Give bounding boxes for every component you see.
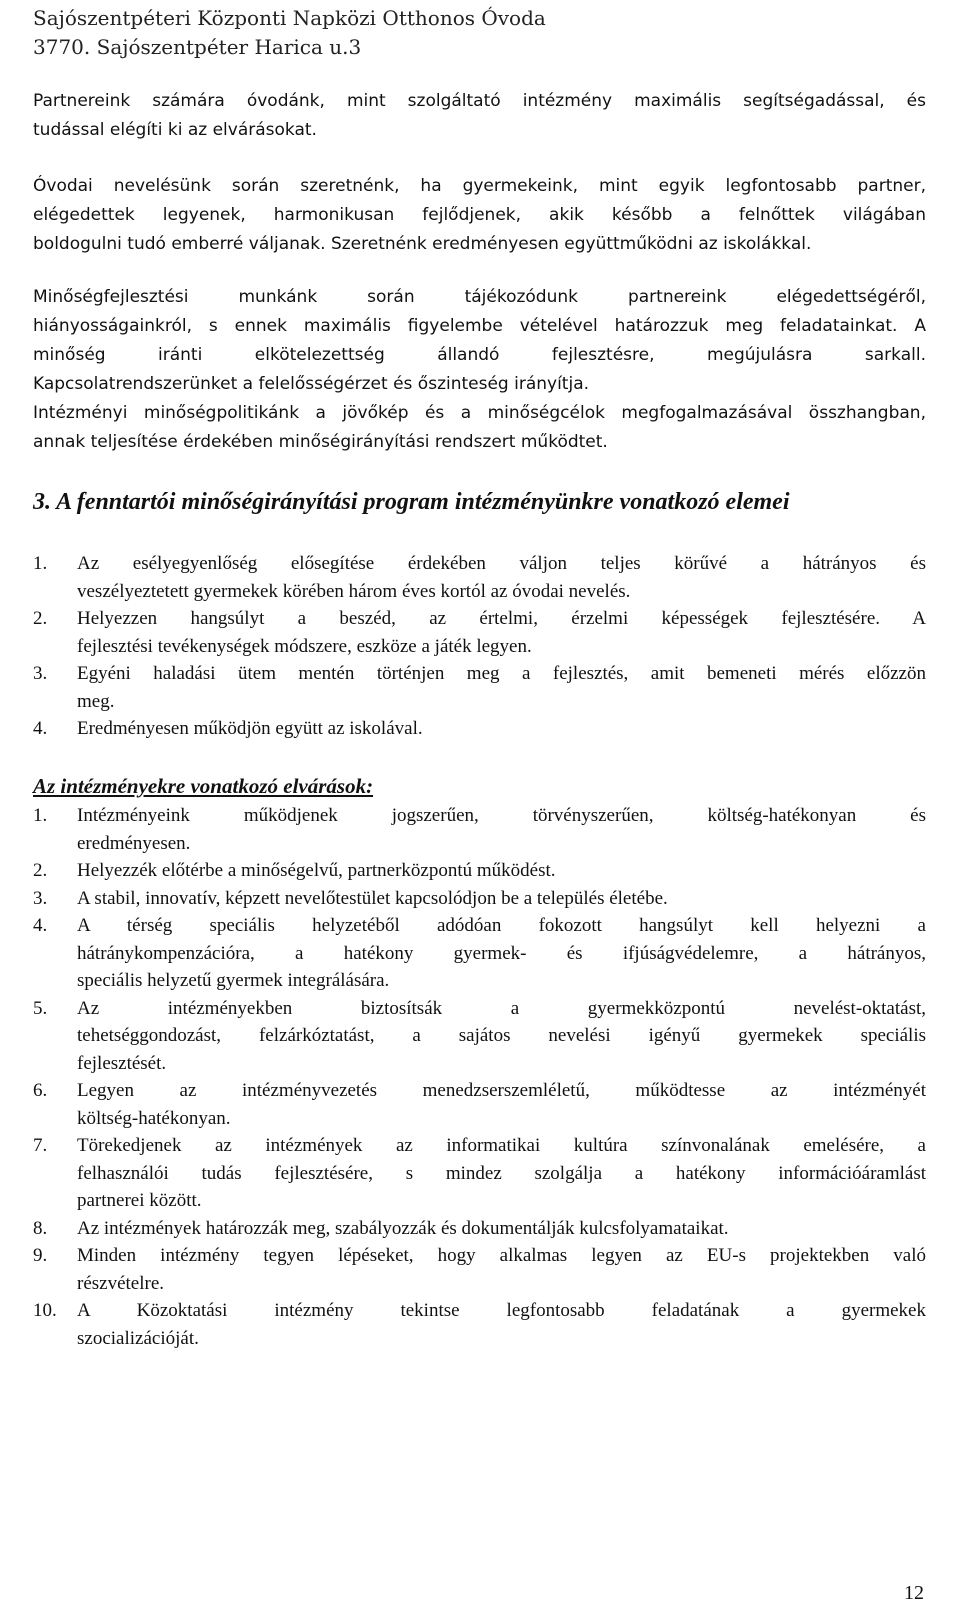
expectations-heading: Az intézményekre vonatkozó elvárások:	[33, 774, 374, 798]
list-item: 9. Minden intézmény tegyen lépéseket, hogy alkalmas legyen az EU-s projektekben való részvételre.	[33, 1245, 926, 1294]
list-item: 2. Helyezzék előtérbe a minőségelvű, partnerközpontú működést.	[33, 860, 556, 881]
list-item: 5. Az intézményekben biztosítsák a gyermekközpontú nevelést-oktatást, tehetséggondozást, felzárkóztatást, a sajátos nevelési igényű gyermekek speciális fejlesztését.	[33, 997, 926, 1074]
list-item: 7. Törekedjenek az intézmények az informatikai kultúra színvonalának emelésére, a felhasználói tudás fejlesztésére, s mindez szolgálja a hatékony információáramlást partnerei között.	[33, 1135, 926, 1211]
header-institution-name: Sajószentpéteri Központi Napközi Otthonos Óvoda	[33, 6, 546, 30]
intro-paragraph-1: Partnereink számára óvodánk, mint szolgáltató intézmény maximális segítségadással, és tudással elégíti ki az elvárásokat.	[33, 91, 926, 140]
program-elements-list	[33, 550, 926, 743]
intro-paragraph-3: Minőségfejlesztési munkánk során tájékozódunk partnereink elégedettségéről, hiányosságainkról, s ennek maximális figyelembe vételével határozzuk meg feladatainkat. A minőség iránti elkötelezettség állandó fejlesztésre, megújulásra sarkall. Kapcsolatrendszerünket a felelősségérzet és őszinteség irányítja. Intézményi minőségpolitikánk a jövőkép és a minőségcélok megfogalmazásával összhangban, annak teljesítése érdekében minőségirányítási rendszert működtet.	[33, 287, 926, 452]
section-heading: 3. A fenntartói minőségirányítási program intézményünkre vonatkozó elemei	[33, 489, 790, 515]
intro-paragraph-2: Óvodai nevelésünk során szeretnénk, ha gyermekeink, mint egyik legfontosabb partner, elégedettek legyenek, harmonikusan fejlődjenek, akik később a felnőttek világában boldogulni tudó emberré váljanak. Szeretnénk eredményesen együttműködni az iskolákkal.	[33, 176, 926, 254]
list-item: 6. Legyen az intézményvezetés menedzserszemléletű, működtesse az intézményét költség-hatékonyan.	[33, 1080, 926, 1129]
list-item: 4. Eredményesen működjön együtt az iskolával.	[33, 718, 423, 739]
page-number: 12	[904, 1582, 924, 1604]
expectations-list	[33, 802, 926, 1352]
list-item: 4. A térség speciális helyzetéből adódóan fokozott hangsúlyt kell helyezni a hátránykompenzációra, a hatékony gyermek- és ifjúságvédelemre, a hátrányos, speciális helyzetű gyermek integrálására.	[33, 915, 926, 991]
list-item: 3. A stabil, innovatív, képzett nevelőtestület kapcsolódjon be a település életébe.	[33, 887, 668, 909]
list-item: 3. Egyéni haladási ütem mentén történjen meg a fejlesztés, amit bemeneti mérés előzzön meg.	[33, 663, 926, 712]
list-item: 1. Az esélyegyenlőség elősegítése érdekében váljon teljes körűvé a hátrányos és veszélyeztetett gyermekek körében három éves kortól az óvodai nevelés.	[33, 553, 926, 602]
list-item: 8. Az intézmények határozzák meg, szabályozzák és dokumentálják kulcsfolyamataikat.	[33, 1217, 729, 1239]
header-address: 3770. Sajószentpéter Harica u.3	[33, 35, 362, 59]
list-item: 10. A Közoktatási intézmény tekintse legfontosabb feladatának a gyermekek szocializációját.	[33, 1300, 926, 1349]
list-item: 1. Intézményeink működjenek jogszerűen, törvényszerűen, költség-hatékonyan és eredményesen.	[33, 805, 926, 854]
list-item: 2. Helyezzen hangsúlyt a beszéd, az értelmi, érzelmi képességek fejlesztésére. A fejlesztési tevékenységek módszere, eszköze a játék legyen.	[33, 608, 926, 657]
